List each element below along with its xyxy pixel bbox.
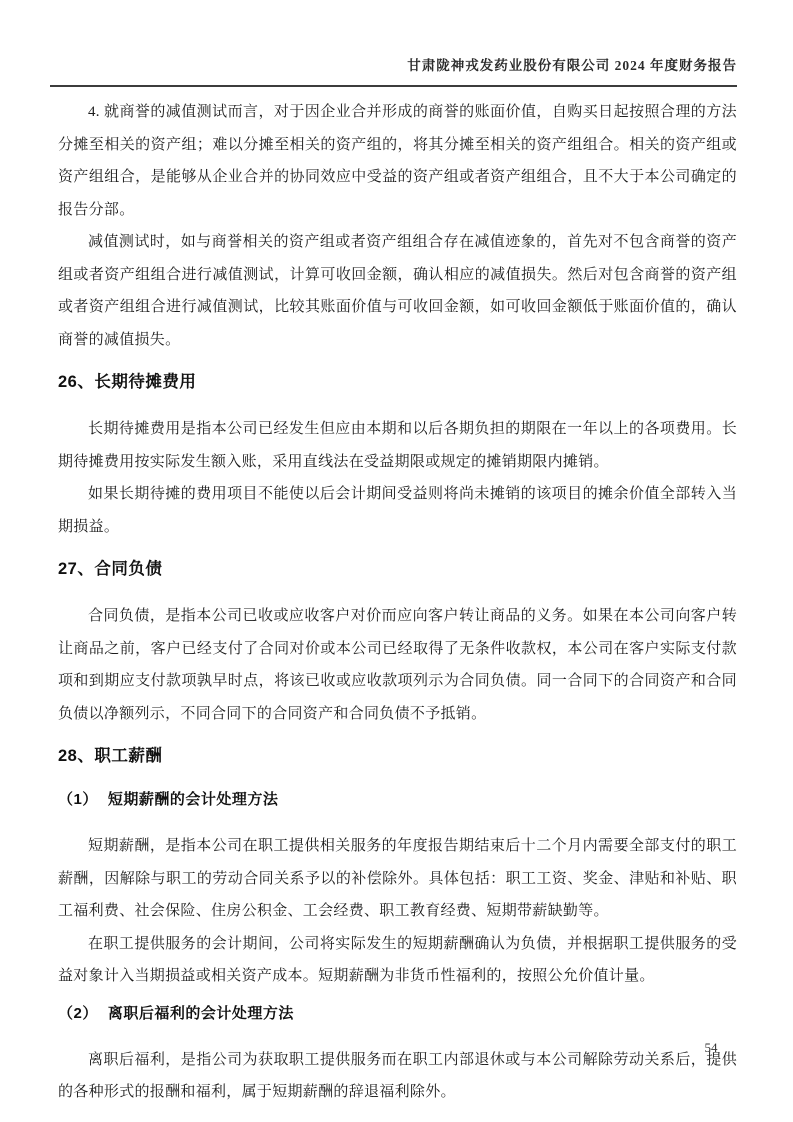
subheading-number: （1） [58, 791, 98, 808]
subheading-number: （2） [58, 1004, 98, 1022]
subheading-text: 短期薪酬的会计处理方法 [107, 791, 279, 808]
section-heading-26-long-term-deferred-expenses: 26、长期待摊费用 [58, 373, 197, 391]
subheading-1-short-term-compensation [58, 787, 737, 813]
paragraph-goodwill-impairment-testing: 减值测试时，如与商誉相关的资产组或者资产组组合存在减值迹象的，首先对不包含商誉的资产组或者资产组组合进行减值测试，计算可收回金额，确认相应的减值损失。然后对包含商誉的资产组或者资产组组合进行减值测试，比较其账面价值与可收回金额，如可收回金额低于账面价值的，确认商誉的减值损失。 [58, 234, 737, 348]
report-title: 甘肃陇神戎发药业股份有限公司 2024 年度财务报告 [407, 58, 737, 73]
section-heading-28-employee-compensation: 28、职工薪酬 [58, 747, 163, 765]
paragraph-long-term-deferred-expenses-writeoff: 如果长期待摊的费用项目不能使以后会计期间受益则将尚未摊销的该项目的摊余价值全部转入当期损益。 [58, 486, 737, 535]
paragraph-short-term-compensation-recognition: 在职工提供服务的会计期间，公司将实际发生的短期薪酬确认为负债，并根据职工提供服务的受益对象计入当期损益或相关资产成本。短期薪酬为非货币性福利的，按照公允价值计量。 [58, 935, 737, 984]
subheading-text: 离职后福利的会计处理方法 [107, 1004, 294, 1022]
paragraph-goodwill-impairment-allocation: 4. 就商誉的减值测试而言，对于因企业合并形成的商誉的账面价值，自购买日起按照合理的方法分摊至相关的资产组；难以分摊至相关的资产组的，将其分摊至相关的资产组组合。相关的资产组或资产组组合，是能够从企业合并的协同效应中受益的资产组或者资产组组合，且不大于本公司确定的报告分部。 [58, 104, 737, 218]
subheading-2-post-employment-benefits [58, 1001, 737, 1027]
paragraph-long-term-deferred-expenses-definition: 长期待摊费用是指本公司已经发生但应由本期和以后各期负担的期限在一年以上的各项费用。长期待摊费用按实际发生额入账，采用直线法在受益期限或规定的摊销期限内摊销。 [58, 421, 737, 470]
page-header [50, 0, 737, 87]
document-body [58, 96, 737, 1109]
page-number: 54 [704, 1040, 718, 1055]
paragraph-short-term-compensation-definition: 短期薪酬，是指本公司在职工提供相关服务的年度报告期结束后十二个月内需要全部支付的职工薪酬，因解除与职工的劳动合同关系予以的补偿除外。具体包括：职工工资、奖金、津贴和补贴、职工福利费、社会保险、住房公积金、工会经费、职工教育经费、短期带薪缺勤等。 [58, 838, 737, 919]
section-heading-27-contract-liabilities: 27、合同负债 [58, 560, 163, 578]
paragraph-post-employment-benefits-definition: 离职后福利，是指公司为获取职工提供服务而在职工内部退休或与本公司解除劳动关系后，提供的各种形式的报酬和福利，属于短期薪酬的辞退福利除外。 [58, 1051, 737, 1100]
header-divider-line [50, 85, 737, 87]
paragraph-contract-liabilities-definition: 合同负债，是指本公司已收或应收客户对价而应向客户转让商品的义务。如果在本公司向客户转让商品之前，客户已经支付了合同对价或本公司已经取得了无条件收款权，本公司在客户实际支付款项和到期应支付款项孰早时点，将该已收或应收款项列示为合同负债。同一合同下的合同资产和合同负债以净额列示，不同合同下的合同资产和合同负债不予抵销。 [58, 608, 737, 722]
